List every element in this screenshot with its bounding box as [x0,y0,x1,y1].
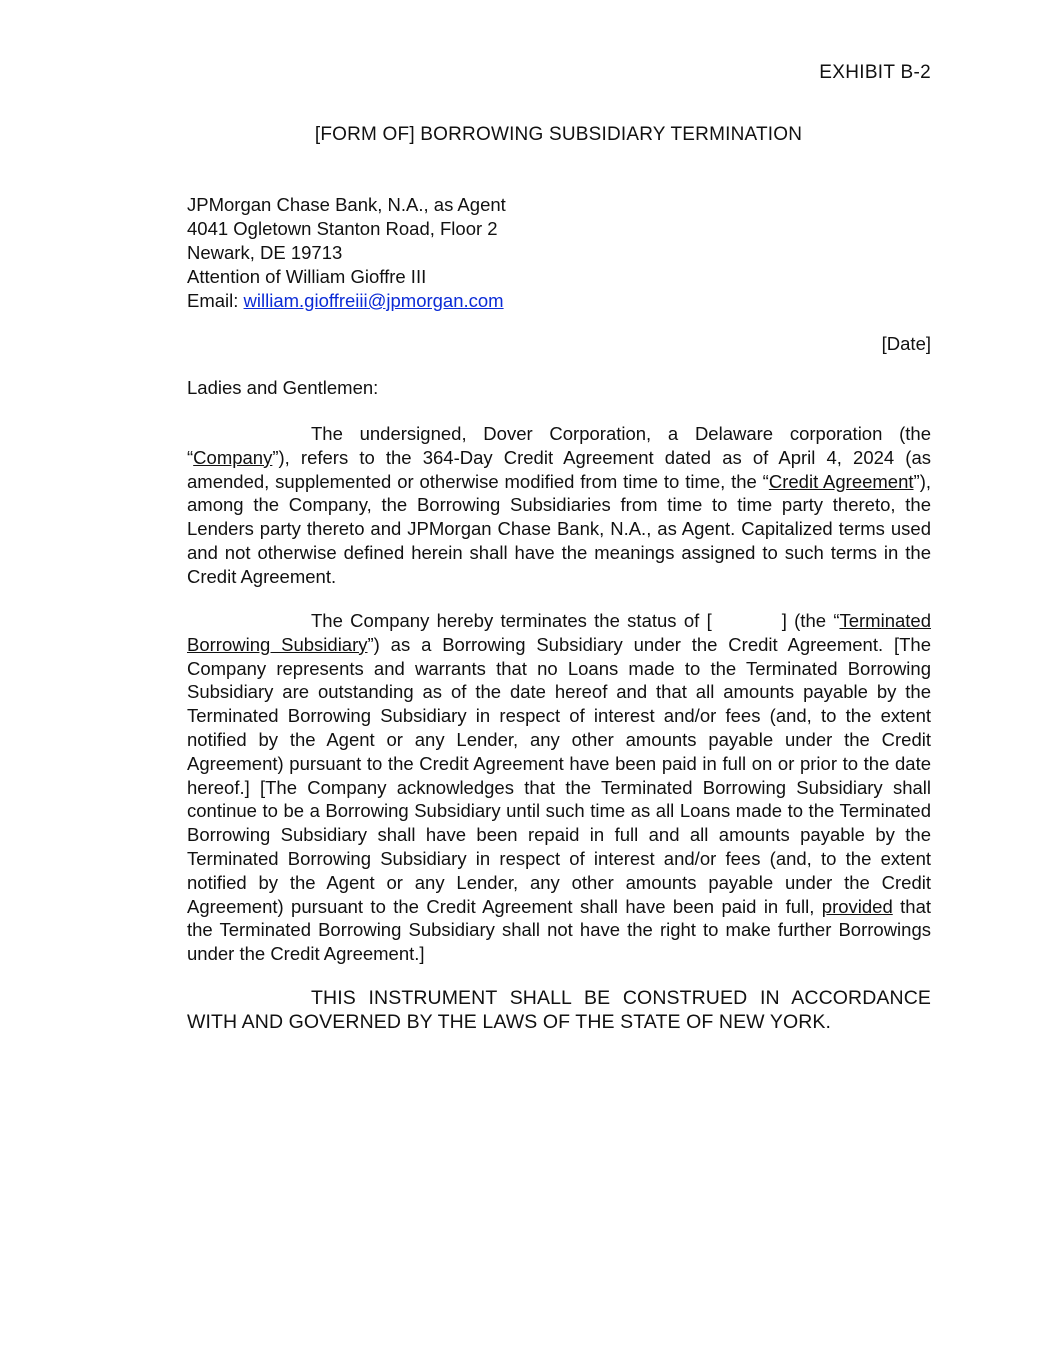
salutation: Ladies and Gentlemen: [187,377,379,398]
document-title: [FORM OF] BORROWING SUBSIDIARY TERMINATION [314,124,803,145]
defined-term-credit-agreement: Credit Agreement [768,470,914,492]
paragraph-text: that the Terminated Borrowing Subsidiary shall not have the right to make further Borrowings under the Credit Agreement.] [187,895,931,965]
paragraph-text: The undersigned, Dover Corporation, a Delaware corporation (the “ [187,423,931,468]
address-attention: Attention of William Gioffre III [187,266,427,287]
defined-term-terminated-borrowing-subsidiary: Terminated Borrowing Subsidiary [187,610,931,655]
term-provided: provided [821,895,893,917]
paragraph-text: ”), among the Company, the Borrowing Subsidiaries from time to time party thereto, the Lenders party thereto and JPMorgan Chase Bank, N.A., as Agent. Capitalized terms used and not otherwise defined herein shall have the meanings assigned to such terms in the Credit Agreement. [187,470,931,587]
defined-term-company: Company [193,446,273,468]
address-email-line [187,289,506,313]
exhibit-label: EXHIBIT B-2 [819,62,931,83]
paragraph-termination [187,609,931,966]
address-line-1: JPMorgan Chase Bank, N.A., as Agent [187,194,506,215]
paragraph-recitals [187,422,931,589]
address-line-2: 4041 Ogletown Stanton Road, Floor 2 [187,218,498,239]
paragraph-text: THIS INSTRUMENT SHALL BE CONSTRUED IN ACCORDANCE WITH AND GOVERNED BY THE LAWS OF THE STATE OF NEW YORK. [187,987,931,1033]
paragraph-text: ] (the “ [781,610,840,631]
date-placeholder: [Date] [881,333,931,354]
paragraph-text: ”), refers to the 364-Day Credit Agreement dated as of April 4, 2024 (as amended, supplemented or otherwise modified from time to time, the “ [187,446,931,492]
paragraph-text: ”) as a Borrowing Subsidiary under the Credit Agreement. [The Company represents and warrants that no Loans made to the Terminated Borrowing Subsidiary are outstanding as of the date hereof and that all amounts payable by the Terminated Borrowing Subsidiary in respect of interest and/or fees (and, to the extent notified by the Agent or any Lender, any other amounts payable under the Credit Agreement) pursuant to the Credit Agreement have been paid in full on or prior to the date hereof.] [The Company acknowledges that the Terminated Borrowing Subsidiary shall continue to be a Borrowing Subsidiary until such time as all Loans made to the Terminated Borrowing Subsidiary shall have been repaid in full and all amounts payable by the Terminated Borrowing Subsidiary in respect of interest and/or fees (and, to the extent notified by the Agent or any Lender, any other amounts payable under the Credit Agreement) pursuant to the Credit Agreement shall have been paid in full, [187,633,931,917]
agent-address-block [187,193,506,313]
paragraph-governing-law [187,986,931,1034]
email-label: Email: [187,290,244,311]
paragraph-text: The Company hereby terminates the status of [ [311,610,712,631]
email-link[interactable]: william.gioffreiii@jpmorgan.com [243,290,504,311]
address-line-3: Newark, DE 19713 [187,242,343,263]
